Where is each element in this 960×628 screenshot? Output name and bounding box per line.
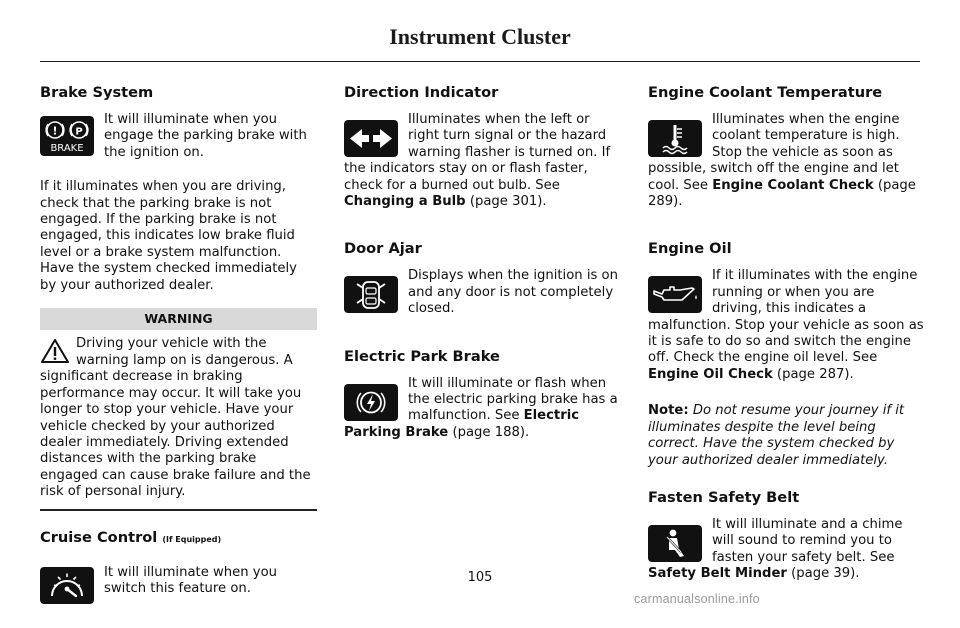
brake-warning-icon (40, 116, 94, 156)
column-left (40, 84, 317, 628)
belt-ref-link[interactable]: Safety Belt Minder (648, 566, 787, 582)
direction-ref-link[interactable]: Changing a Bulb (344, 194, 466, 210)
cruise-control-heading (40, 529, 317, 549)
warning-body (40, 336, 317, 500)
cruise-control-subtitle: (If Equipped) (162, 534, 222, 544)
cruise-control-text: It will illuminate when you switch this feature on. (104, 564, 278, 596)
watermark: carmanualsonline.info (634, 592, 760, 606)
warning-label: WARNING (40, 308, 317, 330)
warning-box (40, 308, 317, 510)
column-right (648, 84, 925, 613)
belt-text-main: It will illuminate and a chime will sound to remind you to fasten your safety belt. See (712, 516, 903, 565)
door-ajar-icon (344, 276, 398, 313)
electric-park-brake-entry (344, 376, 621, 452)
seatbelt-icon (648, 525, 702, 562)
door-ajar-text: Displays when the ignition is on and any door is not completely closed. (408, 268, 618, 317)
svg-text:!: ! (52, 124, 58, 138)
direction-indicator-heading: Direction Indicator (344, 84, 499, 101)
note-text: Do not resume your journey if it illuminates despite the level being correct. Have the system checked by your authorized dealer immediately. (648, 403, 905, 468)
page-number: 105 (467, 570, 493, 585)
engine-oil-entry (648, 268, 925, 393)
epb-page-ref: (page 188). (448, 424, 530, 440)
header-rule (40, 61, 920, 62)
coolant-text-main: Illuminates when the engine coolant temperature is high. Stop the vehicle as soon as possible, switch off the engine and let cool. See (648, 112, 900, 193)
warning-text: Driving your vehicle with the warning lamp on is dangerous. A significant decrease in braking performance may occur. It will take you longer to stop your vehicle. Have your vehicle checked by your authorized dealer immediately. Driving extended distances with the parking brake engaged can cause brake failure and the risk of personal injury. (40, 336, 311, 500)
cruise-control-title: Cruise Control (40, 528, 158, 546)
engine-oil-heading: Engine Oil (648, 240, 732, 258)
turn-signal-arrows-icon (344, 120, 398, 157)
door-ajar-entry (344, 268, 621, 327)
coolant-temperature-icon (648, 120, 702, 157)
oil-can-icon (648, 276, 702, 313)
belt-page-ref: (page 39). (786, 566, 860, 582)
engine-coolant-entry (648, 112, 925, 220)
engine-oil-note (648, 403, 925, 469)
brake-system-text-1: It will illuminate when you engage the parking brake with the ignition on. (104, 112, 307, 160)
direction-indicator-entry (344, 112, 621, 220)
brake-icon-label: BRAKE (50, 143, 84, 154)
brake-system-entry (40, 112, 317, 171)
warning-rule (40, 509, 317, 511)
page-title: Instrument Cluster (389, 24, 571, 49)
coolant-page-ref: (page 289). (648, 177, 916, 210)
svg-text:P: P (75, 126, 83, 138)
fasten-safety-belt-heading: Fasten Safety Belt (648, 488, 800, 506)
oil-ref-link[interactable]: Engine Oil Check (648, 366, 773, 382)
brake-system-text-2: If it illuminates when you are driving, check that the parking brake is not engaged. If the parking brake is not engaged, this indicates low brake fluid level or a brake system malfunction. Have the system checked immediately by your authorized dealer. (40, 179, 297, 293)
coolant-ref-link[interactable]: Engine Coolant Check (712, 177, 874, 193)
epb-text-main: It will illuminate or flash when the electric parking brake has a malfunction. See (408, 375, 618, 424)
door-ajar-heading: Door Ajar (344, 240, 422, 258)
oil-page-ref: (page 287). (772, 366, 854, 382)
note-label: Note: (648, 403, 689, 419)
electric-park-brake-heading: Electric Park Brake (344, 347, 500, 365)
warning-triangle-icon (40, 338, 70, 364)
epb-ref-link[interactable]: Electric Parking Brake (344, 408, 580, 440)
electric-park-brake-icon (344, 384, 398, 421)
engine-coolant-heading: Engine Coolant Temperature (648, 84, 883, 101)
direction-text-main: Illuminates when the left or right turn signal or the hazard warning flasher is turned on. If the indicators stay on or flash faster, check for a burned out bulb. See (344, 112, 611, 193)
brake-system-heading: Brake System (40, 84, 154, 101)
direction-page-ref: (page 301). (465, 194, 547, 210)
column-middle (344, 84, 621, 471)
oil-text-main: If it illuminates with the engine running or when you are driving, this indicates a malfunction. Stop your vehicle as soon as it is safe to do so and switch the engine off. Check the engine oil level. See (648, 268, 924, 366)
